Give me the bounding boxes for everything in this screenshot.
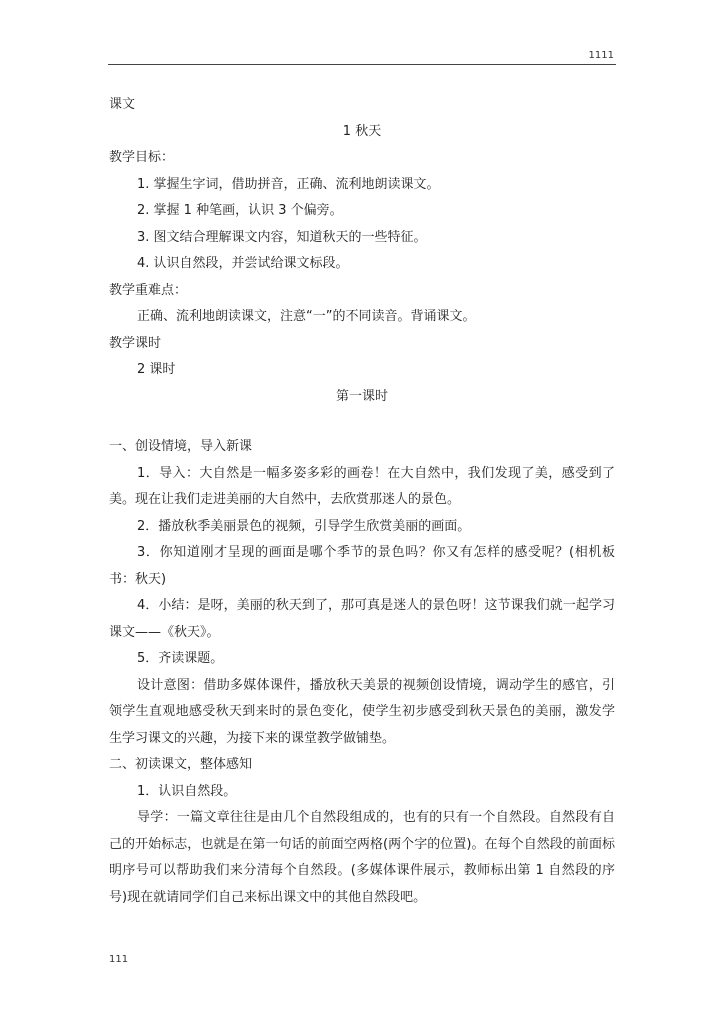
key-points-heading: 教学重难点：	[109, 282, 188, 298]
periods-heading: 教学课时	[109, 335, 162, 351]
spacer	[109, 410, 615, 434]
part1-item-3: 3．你知道刚才呈现的画面是哪个季节的景色吗？你又有怎样的感受呢？(相机板书：秋天)	[109, 545, 615, 587]
lesson-title: 1 秋天	[342, 123, 382, 139]
document-body	[109, 92, 615, 911]
goal-item: 4. 认识自然段，并尝试给课文标段。	[137, 256, 349, 271]
part1-item-2: 2．播放秋季美丽景色的视频，引导学生欣赏美丽的画面。	[137, 518, 471, 534]
footer-page-number: 111	[109, 954, 129, 965]
first-period-title: 第一课时	[335, 388, 388, 404]
part2-guide: 导学：一篇文章往往是由几个自然段组成的，也有的只有一个自然段。自然段有自己的开始标志，也就是在第一句话的前面空两格(两个字的位置)。在每个自然段的前面标明序号可以帮助我们来分清每个自然段。(多媒体课件展示，教师标出第 1 自然段的序号)现在就请同学们自己来标出课文中的其他自然段吧。	[109, 810, 615, 905]
header-divider	[108, 64, 616, 65]
design-intent: 设计意图：借助多媒体课件，播放秋天美景的视频创设情境，调动学生的感官，引领学生直观地感受秋天到来时的景色变化，使学生初步感受到秋天景色的美丽，激发学生学习课文的兴趣，为接下来的课堂教学做铺垫。	[109, 677, 615, 746]
goals-heading: 教学目标：	[109, 150, 175, 165]
header-page-number: 1111	[588, 50, 614, 61]
part2-item-1: 1．认识自然段。	[137, 783, 237, 799]
periods-text: 2 课时	[137, 362, 176, 377]
key-points-text: 正确、流利地朗读课文，注意“一”的不同读音。背诵课文。	[137, 309, 476, 324]
part2-heading: 二、初读课文，整体感知	[109, 757, 253, 772]
part1-item-1: 1．导入：大自然是一幅多姿多彩的画卷！在大自然中，我们发现了美，感受到了美。现在让我们走进美丽的大自然中，去欣赏那迷人的景色。	[109, 465, 615, 507]
part1-heading: 一、创设情境，导入新课	[109, 439, 253, 454]
section-label: 课文	[109, 97, 136, 112]
goal-item: 2. 掌握 1 种笔画，认识 3 个偏旁。	[137, 203, 343, 218]
part1-item-5: 5．齐读课题。	[137, 651, 224, 666]
part1-item-4: 4．小结：是呀，美丽的秋天到了，那可真是迷人的景色呀！这节课我们就一起学习课文——《秋天》。	[109, 598, 615, 640]
goal-item: 3. 图文结合理解课文内容，知道秋天的一些特征。	[137, 229, 427, 245]
goal-item: 1. 掌握生字词，借助拼音，正确、流利地朗读课文。	[137, 176, 440, 192]
